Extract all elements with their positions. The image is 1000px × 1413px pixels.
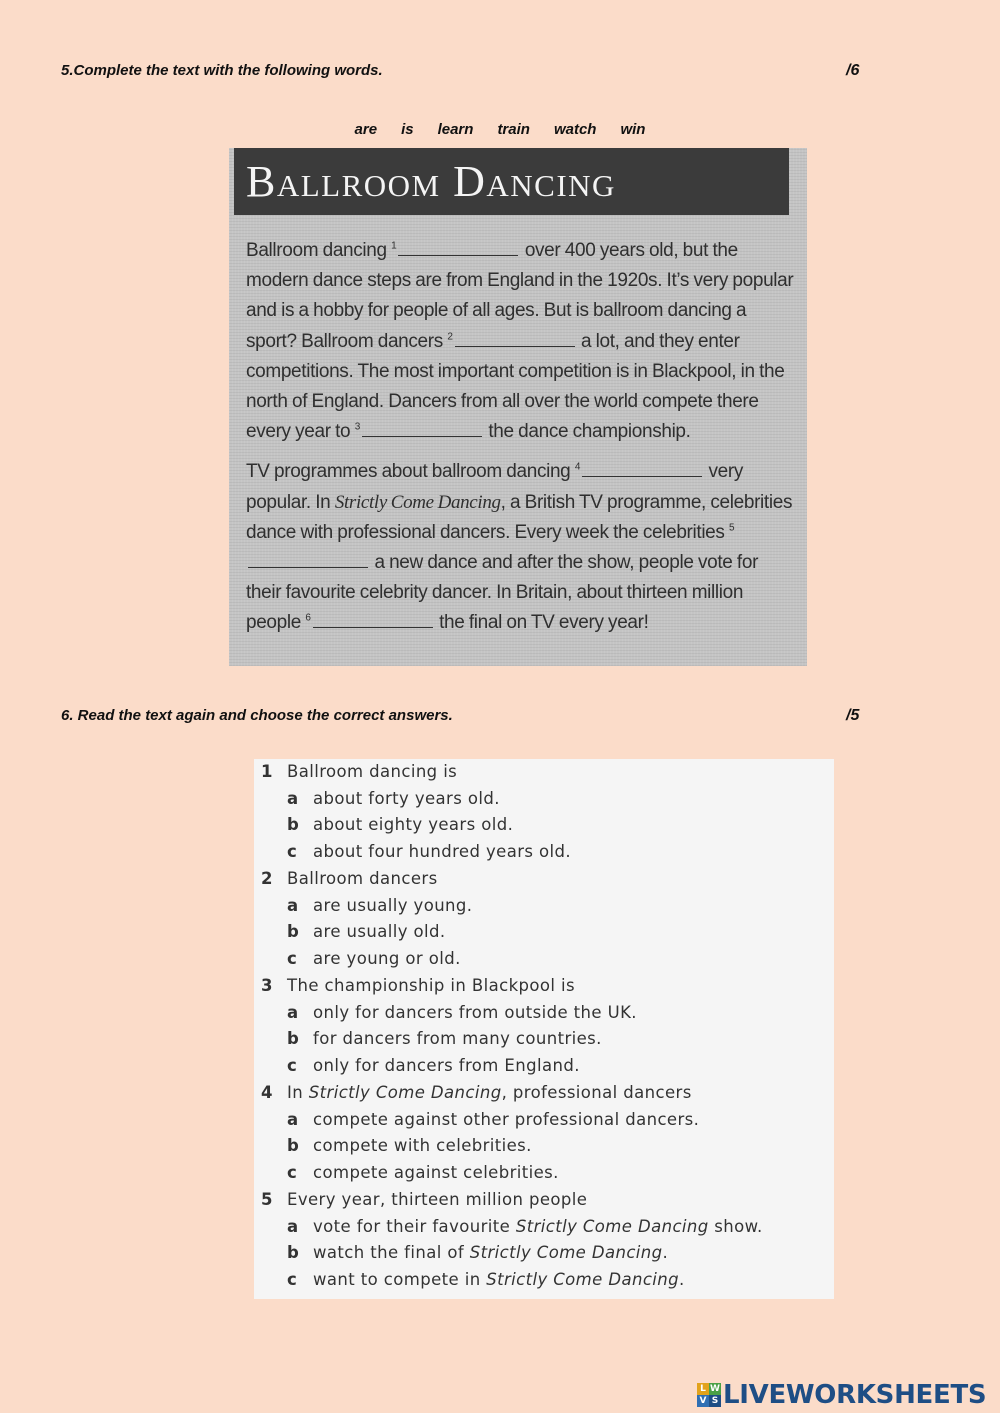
option-text: are young or old. <box>313 949 461 968</box>
question-number: 5 <box>261 1190 273 1209</box>
option-text: . <box>679 1270 685 1289</box>
question-5 <box>261 1190 587 1209</box>
question-4 <box>261 1083 692 1102</box>
option-text: are usually old. <box>313 922 446 941</box>
word-bank-item: win <box>620 121 646 138</box>
article-scan <box>229 148 807 666</box>
gap-number: 2 <box>447 331 453 343</box>
option-letter: b <box>287 1136 300 1155</box>
q5-option-b[interactable] <box>287 1243 668 1262</box>
question-text: Ballroom dancers <box>287 869 438 888</box>
q4-option-c[interactable] <box>287 1163 559 1182</box>
article-text: a new dance and after the show, people vote for their favourite celebrity dancer. In Britain, about thirteen million people <box>246 552 759 634</box>
exercise-6-score: /5 <box>846 707 860 724</box>
question-text: Ballroom dancing is <box>287 762 458 781</box>
show-title: Strictly Come Dancing <box>308 1083 502 1102</box>
option-text: only for dancers from outside the UK. <box>313 1003 637 1022</box>
show-title: Strictly Come Dancing <box>334 491 501 513</box>
option-letter: c <box>287 949 298 968</box>
q3-option-a[interactable] <box>287 1003 637 1022</box>
option-text: about four hundred years old. <box>313 842 572 861</box>
article-text: over 400 years old, but the modern dance steps are from England in the 1920s. It’s very popular and is a hobby for people of all ages. But is ballroom dancing a sport? Ballroom dancers <box>246 240 794 352</box>
show-title: Strictly Come Dancing <box>515 1217 709 1236</box>
question-3 <box>261 976 575 995</box>
gap-number: 1 <box>391 240 397 252</box>
article-paragraph-2 <box>246 457 796 638</box>
question-number: 1 <box>261 762 273 781</box>
q5-option-c[interactable] <box>287 1270 685 1289</box>
word-bank-item: are <box>354 121 378 138</box>
gap-3-blank[interactable] <box>362 422 482 437</box>
option-text: compete against celebrities. <box>313 1163 559 1182</box>
q2-option-a[interactable] <box>287 896 472 915</box>
gap-5-blank[interactable] <box>248 553 368 568</box>
article-text: a lot, and they enter competitions. The most important competition is in Blackpool, in the north of England. Dancers from all over the world compete there every year to <box>246 330 785 443</box>
gap-number: 3 <box>354 421 360 433</box>
question-number: 3 <box>261 976 273 995</box>
question-number: 2 <box>261 869 273 888</box>
liveworksheets-logo-icon <box>697 1383 721 1407</box>
q4-option-b[interactable] <box>287 1136 532 1155</box>
article-text: the final on TV every year! <box>439 612 649 634</box>
gap-2-blank[interactable] <box>455 332 575 347</box>
article-paragraph-1 <box>246 236 796 447</box>
option-text: are usually young. <box>313 896 473 915</box>
logo-letter: W <box>710 1384 720 1394</box>
q3-option-c[interactable] <box>287 1056 580 1075</box>
q5-option-a[interactable] <box>287 1217 763 1236</box>
option-letter: c <box>287 1270 298 1289</box>
article-text: , a British TV programme, celebrities dance with professional dancers. Every week the celebrities <box>246 491 793 543</box>
q1-option-c[interactable] <box>287 842 571 861</box>
word-bank-item: learn <box>437 121 474 138</box>
option-letter: b <box>287 1029 300 1048</box>
logo-letter: S <box>709 1395 721 1407</box>
question-2 <box>261 869 438 888</box>
question-text: In <box>287 1083 304 1102</box>
exercise-5-score: /6 <box>846 62 860 79</box>
word-bank-item: watch <box>553 121 597 138</box>
q1-option-a[interactable] <box>287 789 500 808</box>
liveworksheets-logo <box>697 1378 986 1412</box>
logo-letter: V <box>697 1395 709 1407</box>
option-letter: c <box>287 842 298 861</box>
show-title: Strictly Come Dancing <box>486 1270 680 1289</box>
logo-letter: L <box>697 1383 709 1395</box>
article-text: the dance championship. <box>488 421 691 443</box>
option-letter: b <box>287 1243 300 1262</box>
option-text: vote for their favourite <box>313 1217 511 1236</box>
option-letter: a <box>287 1217 299 1236</box>
question-number: 4 <box>261 1083 273 1102</box>
word-bank-item: train <box>497 121 530 138</box>
option-text: about forty years old. <box>313 789 500 808</box>
option-text: want to compete in <box>313 1270 481 1289</box>
question-1 <box>261 762 457 781</box>
option-text: . <box>662 1243 669 1262</box>
option-letter: b <box>287 815 300 834</box>
word-bank <box>0 121 1000 138</box>
gap-number: 6 <box>305 613 311 625</box>
question-text: The championship in Blackpool is <box>287 976 576 995</box>
show-title: Strictly Come Dancing <box>469 1243 663 1262</box>
q1-option-b[interactable] <box>287 815 513 834</box>
q4-option-a[interactable] <box>287 1110 699 1129</box>
gap-4-blank[interactable] <box>582 462 702 477</box>
q2-option-b[interactable] <box>287 922 446 941</box>
option-text: compete with celebrities. <box>313 1136 532 1155</box>
gap-6-blank[interactable] <box>313 613 433 628</box>
article-title: Ballroom Dancing <box>234 148 789 215</box>
question-text: , professional dancers <box>501 1083 692 1102</box>
option-text: compete against other professional dancers. <box>313 1110 700 1129</box>
multiple-choice-questions <box>254 759 834 1299</box>
option-letter: a <box>287 1110 299 1129</box>
option-letter: b <box>287 922 300 941</box>
article-body <box>246 236 796 639</box>
exercise-6-heading: 6. Read the text again and choose the correct answers. <box>61 707 453 724</box>
option-letter: a <box>287 1003 299 1022</box>
option-text: watch the final of <box>313 1243 465 1262</box>
option-letter: a <box>287 789 299 808</box>
option-text: for dancers from many countries. <box>313 1029 602 1048</box>
logo-text: LIVEWORKSHEETS <box>723 1380 987 1410</box>
article-text: very popular. In <box>246 461 743 513</box>
article-text: Ballroom dancing <box>246 240 387 261</box>
question-text: Every year, thirteen million people <box>287 1190 588 1209</box>
q3-option-b[interactable] <box>287 1029 602 1048</box>
option-letter: c <box>287 1056 298 1075</box>
gap-1-blank[interactable] <box>398 241 518 256</box>
option-letter: a <box>287 896 299 915</box>
article-text: TV programmes about ballroom dancing <box>246 461 571 483</box>
option-text: show. <box>714 1217 763 1236</box>
option-text: only for dancers from England. <box>313 1056 580 1075</box>
option-letter: c <box>287 1163 298 1182</box>
gap-number: 5 <box>729 522 735 534</box>
option-text: about eighty years old. <box>313 815 514 834</box>
q2-option-c[interactable] <box>287 949 461 968</box>
word-bank-item: is <box>401 121 414 138</box>
exercise-5-heading: 5.Complete the text with the following words. <box>61 62 383 79</box>
gap-number: 4 <box>574 462 581 474</box>
